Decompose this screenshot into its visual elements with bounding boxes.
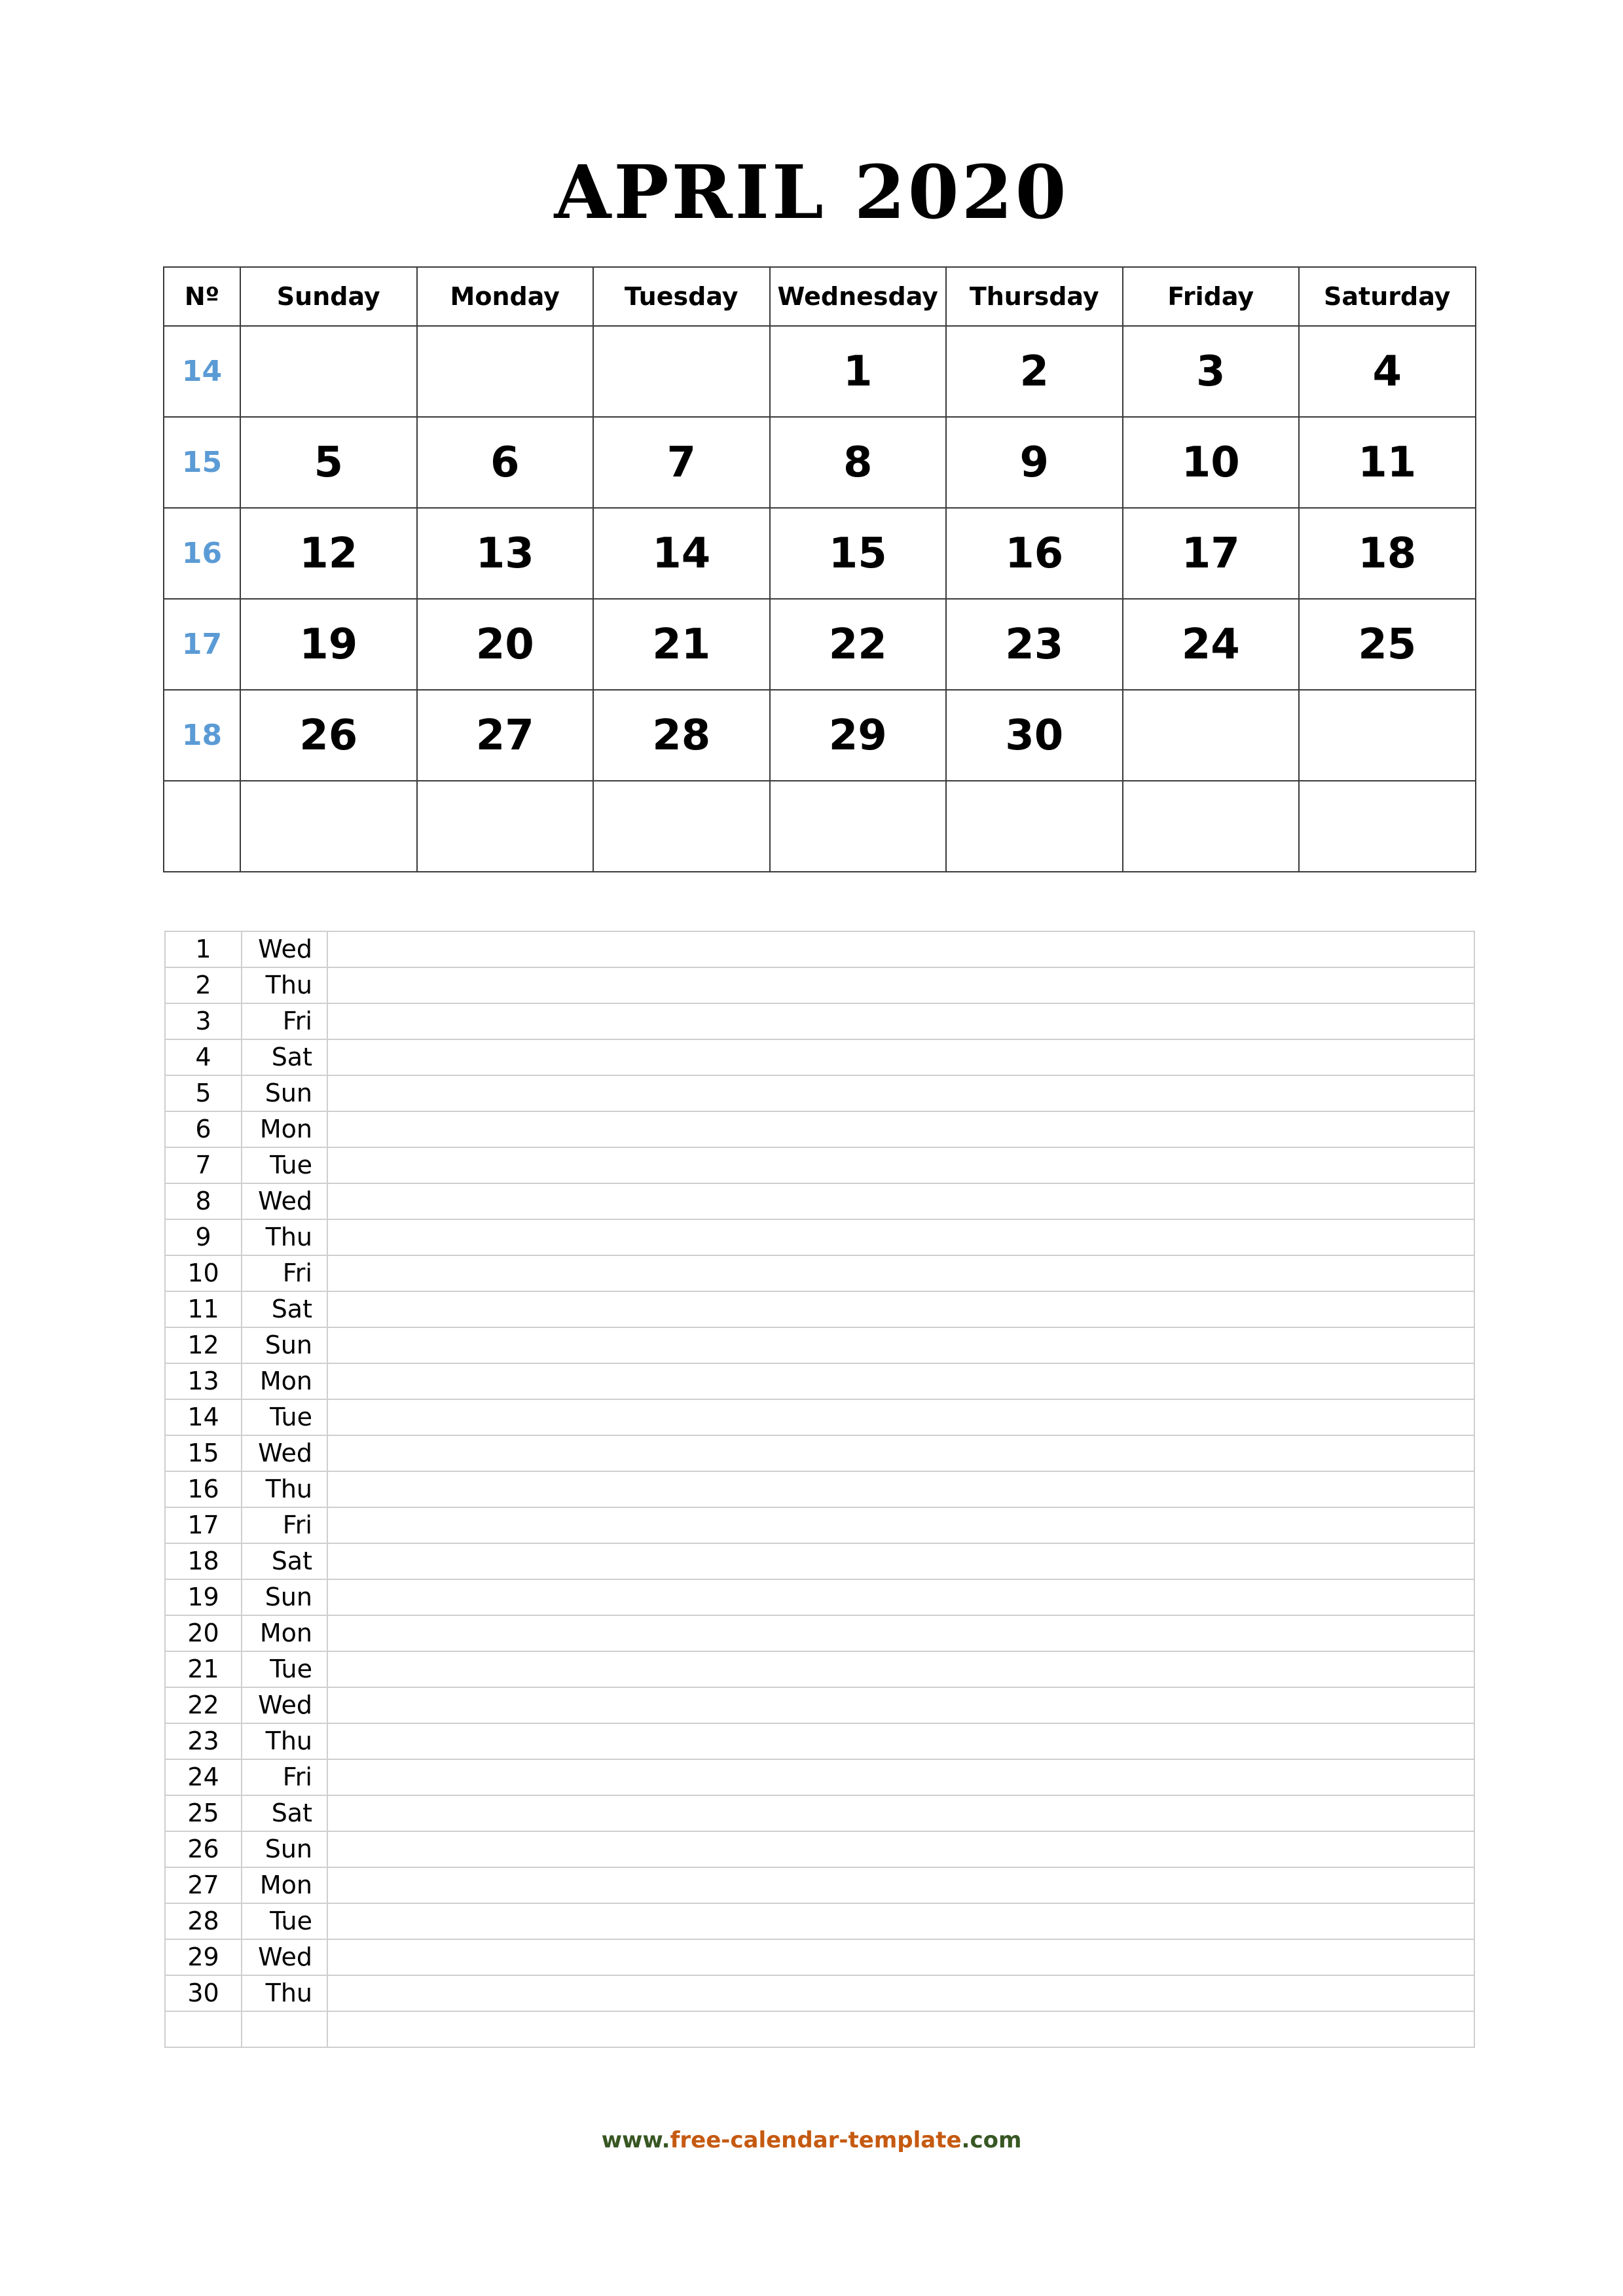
day-cell: 12 [240,508,417,599]
list-row [165,1939,1474,1975]
day-cell: 24 [1123,599,1300,690]
day-cell: 14 [593,508,770,599]
list-weekday: Thu [242,1219,327,1255]
list-note-cell[interactable] [327,1255,1474,1291]
day-cell: 5 [240,417,417,508]
day-cell: 27 [417,690,594,781]
weekday-header: Friday [1123,267,1300,326]
list-note-cell[interactable] [327,1543,1474,1579]
weekday-header: Sunday [240,267,417,326]
list-weekday: Sat [242,1291,327,1327]
day-cell [1299,690,1476,781]
list-weekday: Mon [242,1615,327,1651]
list-row [165,1651,1474,1687]
day-cell: 11 [1299,417,1476,508]
list-weekday: Mon [242,1867,327,1903]
list-weekday: Wed [242,1939,327,1975]
list-row [165,1975,1474,2011]
list-day-number: 13 [165,1363,242,1399]
day-cell: 6 [417,417,594,508]
day-cell: 22 [770,599,947,690]
list-weekday: Fri [242,1507,327,1543]
list-day-number: 3 [165,1003,242,1039]
day-cell: 29 [770,690,947,781]
day-cell [770,781,947,872]
week-row [164,690,1476,781]
day-cell [946,781,1123,872]
footer-domain: free-calendar-template [670,2127,962,2153]
day-cell: 9 [946,417,1123,508]
list-weekday: Sat [242,1543,327,1579]
list-note-cell[interactable] [327,1903,1474,1939]
day-cell: 16 [946,508,1123,599]
list-day-number: 22 [165,1687,242,1723]
list-weekday: Fri [242,1759,327,1795]
list-day-number: 29 [165,1939,242,1975]
list-note-cell[interactable] [327,1723,1474,1759]
list-weekday: Wed [242,1435,327,1471]
list-day-number: 5 [165,1075,242,1111]
list-note-cell[interactable] [327,1975,1474,2011]
week-row [164,781,1476,872]
list-day-number: 1 [165,931,242,967]
list-row [165,1003,1474,1039]
list-day-number: 6 [165,1111,242,1147]
week-number: 14 [164,326,240,417]
list-row [165,1759,1474,1795]
week-number-header: Nº [164,267,240,326]
list-note-cell[interactable] [327,1831,1474,1867]
day-cell: 8 [770,417,947,508]
list-day-number: 9 [165,1219,242,1255]
list-day-number: 10 [165,1255,242,1291]
list-weekday: Tue [242,1399,327,1435]
week-number: 16 [164,508,240,599]
day-cell [417,781,594,872]
week-row [164,326,1476,417]
list-note-cell[interactable] [327,2011,1474,2047]
list-weekday: Sun [242,1327,327,1363]
list-note-cell[interactable] [327,1939,1474,1975]
day-cell: 4 [1299,326,1476,417]
list-row [165,1435,1474,1471]
footer-website[interactable] [0,2127,1623,2153]
list-day-number: 27 [165,1867,242,1903]
list-row [165,1507,1474,1543]
list-day-number: 26 [165,1831,242,1867]
list-note-cell[interactable] [327,1579,1474,1615]
week-number: 18 [164,690,240,781]
list-note-cell[interactable] [327,967,1474,1003]
list-day-number: 18 [165,1543,242,1579]
day-cell: 1 [770,326,947,417]
day-cell: 10 [1123,417,1300,508]
list-day-number: 17 [165,1507,242,1543]
footer-tld: .com [961,2127,1022,2153]
list-row [165,1327,1474,1363]
weekday-header: Tuesday [593,267,770,326]
list-weekday: Sun [242,1831,327,1867]
list-row [165,1147,1474,1183]
day-cell: 28 [593,690,770,781]
list-row [165,1795,1474,1831]
list-day-number: 15 [165,1435,242,1471]
list-weekday: Fri [242,1255,327,1291]
list-day-number: 7 [165,1147,242,1183]
day-cell [1123,781,1300,872]
list-day-number: 25 [165,1795,242,1831]
list-day-number: 16 [165,1471,242,1507]
day-cell: 19 [240,599,417,690]
day-cell [240,781,417,872]
day-cell: 13 [417,508,594,599]
list-row [165,1363,1474,1399]
daily-notes-list [164,931,1475,2048]
list-note-cell[interactable] [327,1759,1474,1795]
list-weekday: Thu [242,1723,327,1759]
list-weekday: Wed [242,1687,327,1723]
list-weekday: Wed [242,1183,327,1219]
list-note-cell[interactable] [327,1687,1474,1723]
list-day-number [165,2011,242,2047]
list-weekday: Sat [242,1039,327,1075]
list-weekday: Fri [242,1003,327,1039]
list-note-cell[interactable] [327,1507,1474,1543]
weekday-header: Saturday [1299,267,1476,326]
list-note-cell[interactable] [327,1219,1474,1255]
list-row [165,931,1474,967]
list-row [165,1867,1474,1903]
day-cell: 7 [593,417,770,508]
week-row [164,599,1476,690]
day-cell [417,326,594,417]
day-cell: 30 [946,690,1123,781]
list-row [165,1615,1474,1651]
month-grid [163,266,1476,872]
list-weekday: Sat [242,1795,327,1831]
day-cell: 25 [1299,599,1476,690]
list-row [165,1543,1474,1579]
list-row [165,1723,1474,1759]
list-day-number: 8 [165,1183,242,1219]
list-day-number: 23 [165,1723,242,1759]
list-note-cell[interactable] [327,1867,1474,1903]
list-day-number: 14 [165,1399,242,1435]
list-note-cell[interactable] [327,1111,1474,1147]
day-cell: 26 [240,690,417,781]
footer-www: www. [601,2127,670,2153]
list-note-cell[interactable] [327,1039,1474,1075]
list-row [165,1075,1474,1111]
list-row [165,1579,1474,1615]
list-note-cell[interactable] [327,1651,1474,1687]
list-note-cell[interactable] [327,1147,1474,1183]
list-day-number: 2 [165,967,242,1003]
list-note-cell[interactable] [327,1795,1474,1831]
list-weekday: Tue [242,1147,327,1183]
list-day-number: 19 [165,1579,242,1615]
list-weekday: Thu [242,1975,327,2011]
list-weekday: Mon [242,1111,327,1147]
list-row [165,1039,1474,1075]
list-day-number: 24 [165,1759,242,1795]
list-weekday: Sun [242,1075,327,1111]
week-row [164,417,1476,508]
day-cell [593,781,770,872]
day-cell: 3 [1123,326,1300,417]
list-note-cell[interactable] [327,1327,1474,1363]
weekday-header: Monday [417,267,594,326]
list-day-number: 12 [165,1327,242,1363]
day-cell [240,326,417,417]
weekday-header-row [164,267,1476,326]
list-note-cell[interactable] [327,1399,1474,1435]
day-cell: 2 [946,326,1123,417]
day-cell: 17 [1123,508,1300,599]
calendar-title: APRIL 2020 [554,150,1069,236]
list-weekday: Sun [242,1579,327,1615]
week-row [164,508,1476,599]
list-row [165,1219,1474,1255]
list-weekday: Wed [242,931,327,967]
list-note-cell[interactable] [327,1075,1474,1111]
list-note-cell[interactable] [327,1363,1474,1399]
list-note-cell[interactable] [327,1435,1474,1471]
day-cell [593,326,770,417]
list-day-number: 4 [165,1039,242,1075]
list-row [165,1471,1474,1507]
list-row [165,1903,1474,1939]
list-row [165,1255,1474,1291]
week-number [164,781,240,872]
list-row [165,2011,1474,2047]
day-cell: 21 [593,599,770,690]
list-note-cell[interactable] [327,1615,1474,1651]
list-weekday: Tue [242,1903,327,1939]
week-number: 17 [164,599,240,690]
list-note-cell[interactable] [327,1003,1474,1039]
list-row [165,1111,1474,1147]
day-cell [1299,781,1476,872]
list-row [165,967,1474,1003]
day-cell: 18 [1299,508,1476,599]
day-cell [1123,690,1300,781]
list-day-number: 28 [165,1903,242,1939]
list-note-cell[interactable] [327,1291,1474,1327]
weekday-header: Wednesday [770,267,947,326]
list-row [165,1291,1474,1327]
day-cell: 20 [417,599,594,690]
list-note-cell[interactable] [327,1471,1474,1507]
list-row [165,1399,1474,1435]
list-weekday: Mon [242,1363,327,1399]
day-cell: 23 [946,599,1123,690]
list-row [165,1831,1474,1867]
list-weekday [242,2011,327,2047]
list-day-number: 21 [165,1651,242,1687]
day-cell: 15 [770,508,947,599]
list-day-number: 11 [165,1291,242,1327]
list-note-cell[interactable] [327,1183,1474,1219]
list-day-number: 20 [165,1615,242,1651]
weekday-header: Thursday [946,267,1123,326]
list-weekday: Thu [242,1471,327,1507]
list-weekday: Tue [242,1651,327,1687]
list-row [165,1183,1474,1219]
list-weekday: Thu [242,967,327,1003]
list-note-cell[interactable] [327,931,1474,967]
list-day-number: 30 [165,1975,242,2011]
list-row [165,1687,1474,1723]
week-number: 15 [164,417,240,508]
